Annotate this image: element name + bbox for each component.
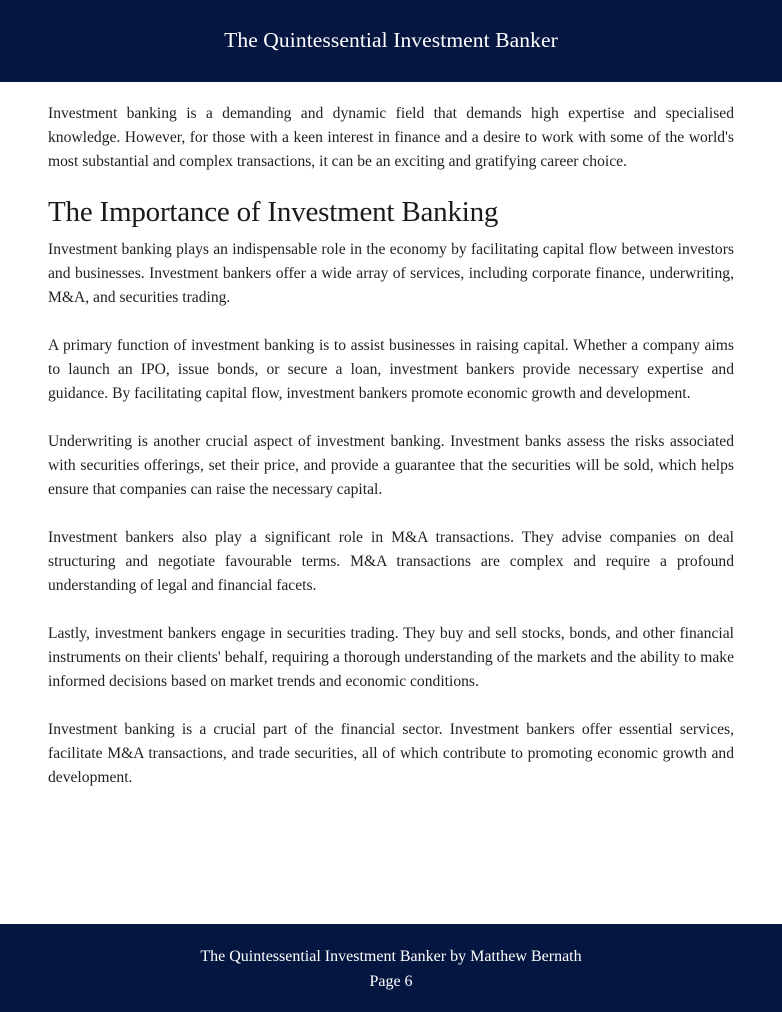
intro-paragraph: Investment banking is a demanding and dynamic field that demands high expertise and specialised knowledge. However, for those with a keen interest in finance and a desire to work with some of the world's most substantial and complex transactions, it can be an exciting and gratifying career choice.	[48, 105, 734, 170]
page-body	[48, 102, 734, 814]
body-paragraph-2: A primary function of investment banking is to assist businesses in raising capital. Whether a company aims to launch an IPO, issue bonds, or secure a loan, investment bankers provide necessary expertise and guidance. By facilitating capital flow, investment bankers promote economic growth and development.	[48, 337, 734, 402]
header-title: The Quintessential Investment Banker	[224, 27, 558, 52]
body-paragraph-1: Investment banking plays an indispensable role in the economy by facilitating capital flow between investors and businesses. Investment bankers offer a wide array of services, including corporate finance, underwriting, M&A, and securities trading.	[48, 241, 734, 306]
footer-credit: The Quintessential Investment Banker by Matthew Bernath	[200, 948, 582, 965]
page-header	[0, 0, 782, 82]
page-footer	[0, 924, 782, 1012]
body-paragraph-6: Investment banking is a crucial part of the financial sector. Investment bankers offer essential services, facilitate M&A transactions, and trade securities, all of which contribute to promoting economic growth and development.	[48, 721, 734, 786]
body-paragraph-5: Lastly, investment bankers engage in securities trading. They buy and sell stocks, bonds, and other financial instruments on their clients' behalf, requiring a thorough understanding of the markets and the ability to make informed decisions based on market trends and economic conditions.	[48, 625, 734, 690]
body-paragraph-3: Underwriting is another crucial aspect of investment banking. Investment banks assess the risks associated with securities offerings, set their price, and provide a guarantee that the securities will be sold, which helps ensure that companies can raise the necessary capital.	[48, 433, 734, 498]
body-paragraph-4: Investment bankers also play a significant role in M&A transactions. They advise companies on deal structuring and negotiate favourable terms. M&A transactions are complex and require a profound understanding of legal and financial facets.	[48, 529, 734, 594]
section-heading: The Importance of Investment Banking	[48, 196, 499, 228]
page-number: Page 6	[369, 973, 413, 990]
